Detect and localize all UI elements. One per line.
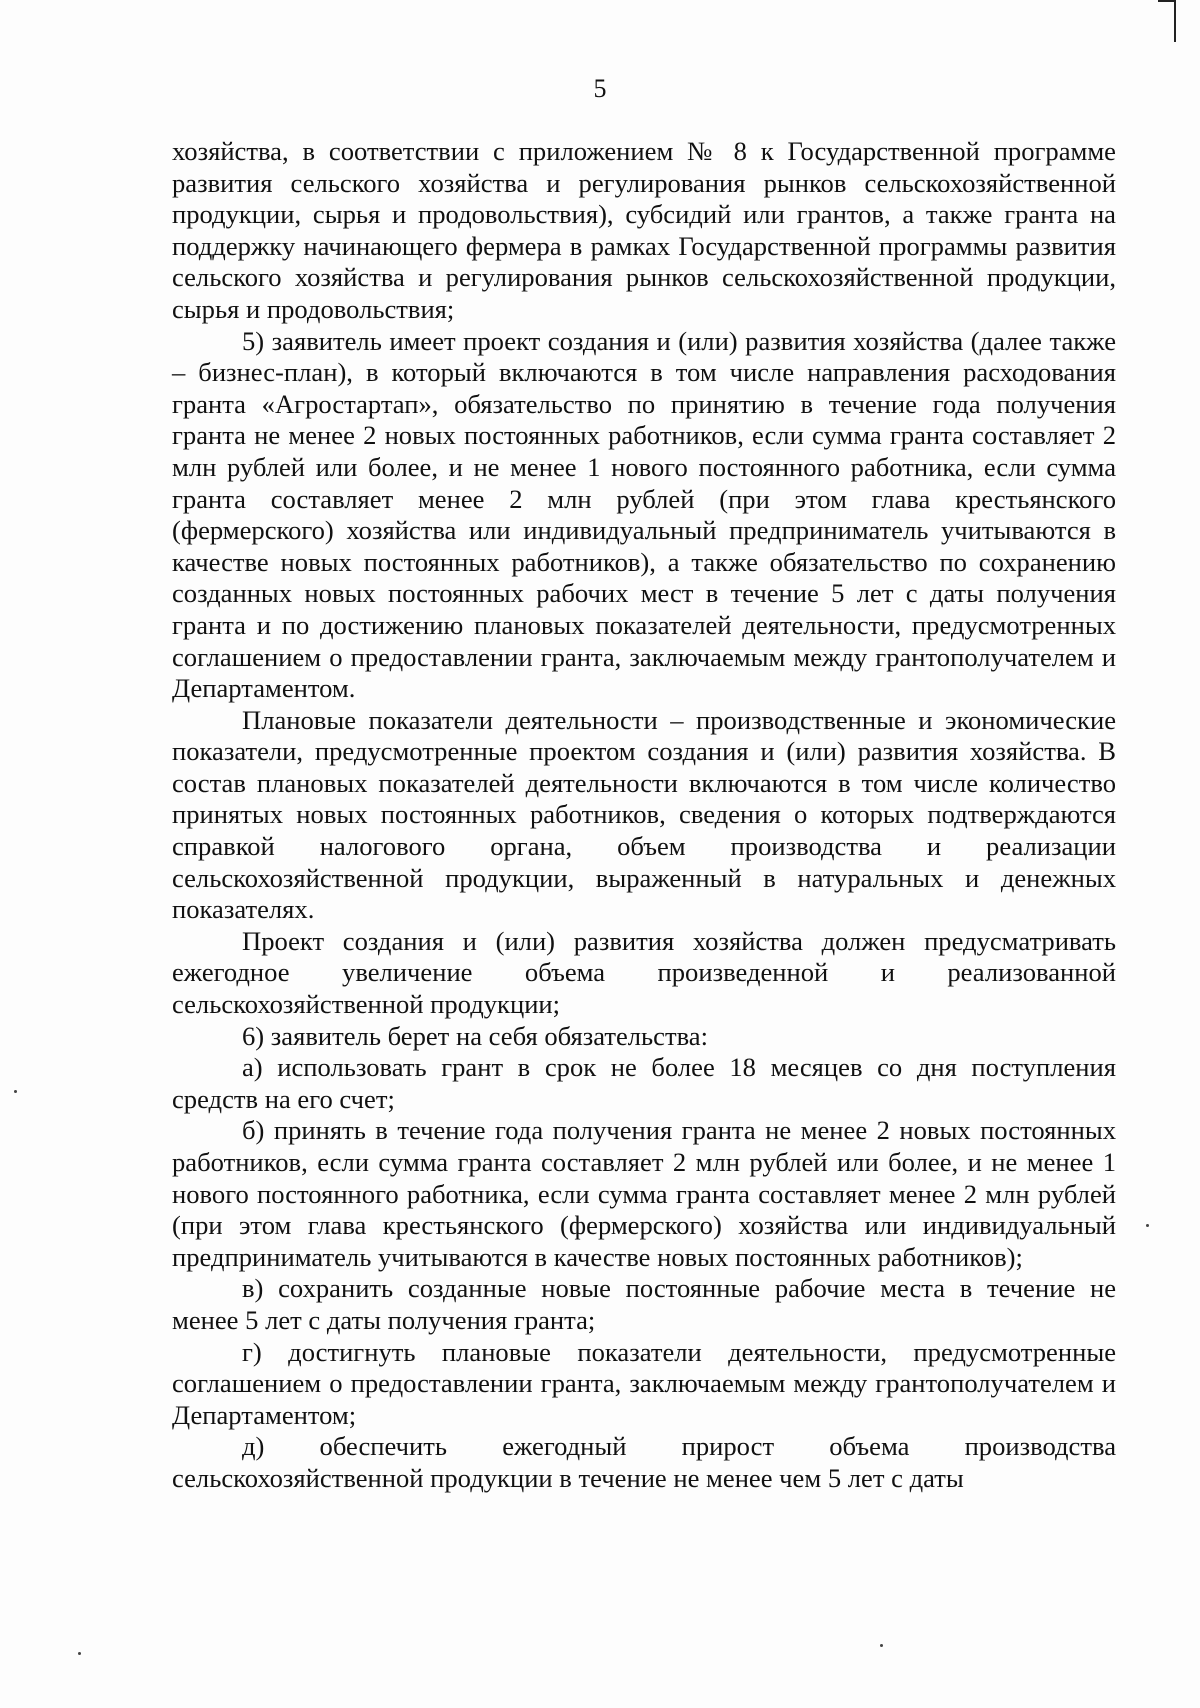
- scan-speck: [1146, 1224, 1149, 1227]
- paragraph-9: г) достигнуть плановые показатели деятельности, предусмотренные соглашением о предоставлении гранта, заключаемым между грантополучателем и Департаментом;: [172, 1336, 1116, 1430]
- paragraph-7: б) принять в течение года получения гранта не менее 2 новых постоянных работников, если сумма гранта составляет 2 млн рублей или более, и не менее 1 нового постоянного работника, если сумма гранта составляет менее 2 млн рублей (при этом глава крестьянского (фермерского) хозяйства или индивидуальный предприниматель учитываются в качестве новых постоянных работников);: [172, 1115, 1116, 1272]
- paragraph-3: Плановые показатели деятельности – производственные и экономические показатели, предусмотренные проектом создания и (или) развития хозяйства. В состав плановых показателей деятельности включаются в том числе количество принятых новых постоянных работников, сведения о которых подтверждаются справкой налогового органа, объем производства и реализации сельскохозяйственной продукции, выраженный в натуральных и денежных показателях.: [172, 704, 1116, 925]
- paragraph-2: 5) заявитель имеет проект создания и (или) развития хозяйства (далее также – бизнес-план), в который включаются в том числе направления расходования гранта «Агростартап», обязательство по принятию в течение года получения гранта не менее 2 новых постоянных работников, если сумма гранта составляет 2 млн рублей или более, и не менее 1 нового постоянного работника, если сумма гранта составляет менее 2 млн рублей (при этом глава крестьянского (фермерского) хозяйства или индивидуальный предприниматель учитываются в качестве новых постоянных работников), а также обязательство по сохранению созданных новых постоянных рабочих мест в течение 5 лет с даты получения гранта и по достижению плановых показателей деятельности, предусмотренных соглашением о предоставлении гранта, заключаемым между грантополучателем и Департаментом.: [172, 325, 1116, 704]
- paragraph-8: в) сохранить созданные новые постоянные рабочие места в течение не менее 5 лет с даты получения гранта;: [172, 1273, 1116, 1335]
- paragraph-10: д) обеспечить ежегодный прирост объема производства сельскохозяйственной продукции в течение не менее чем 5 лет с даты: [172, 1431, 1116, 1493]
- scan-corner-mark: [1168, 0, 1176, 42]
- document-body: [172, 136, 1116, 1495]
- scan-speck: [78, 1652, 81, 1655]
- paragraph-5: 6) заявитель берет на себя обязательства:: [242, 1020, 708, 1051]
- page-number: 5: [593, 74, 607, 103]
- paragraph-4: Проект создания и (или) развития хозяйства должен предусматривать ежегодное увеличение объема произведенной и реализованной сельскохозяйственной продукции;: [172, 925, 1116, 1020]
- scan-speck: [14, 1090, 17, 1093]
- scan-speck: [880, 1644, 883, 1647]
- paragraph-6: а) использовать грант в срок не более 18 месяцев со дня поступления средств на его счет;: [172, 1052, 1116, 1114]
- paragraph-1: хозяйства, в соответствии с приложением № 8 к Государственной программе развития сельского хозяйства и регулирования рынков сельскохозяйственной продукции, сырья и продовольствия), субсидий или грантов, а также гранта на поддержку начинающего фермера в рамках Государственной программы развития сельского хозяйства и регулирования рынков сельскохозяйственной продукции, сырья и продовольствия;: [172, 136, 1116, 324]
